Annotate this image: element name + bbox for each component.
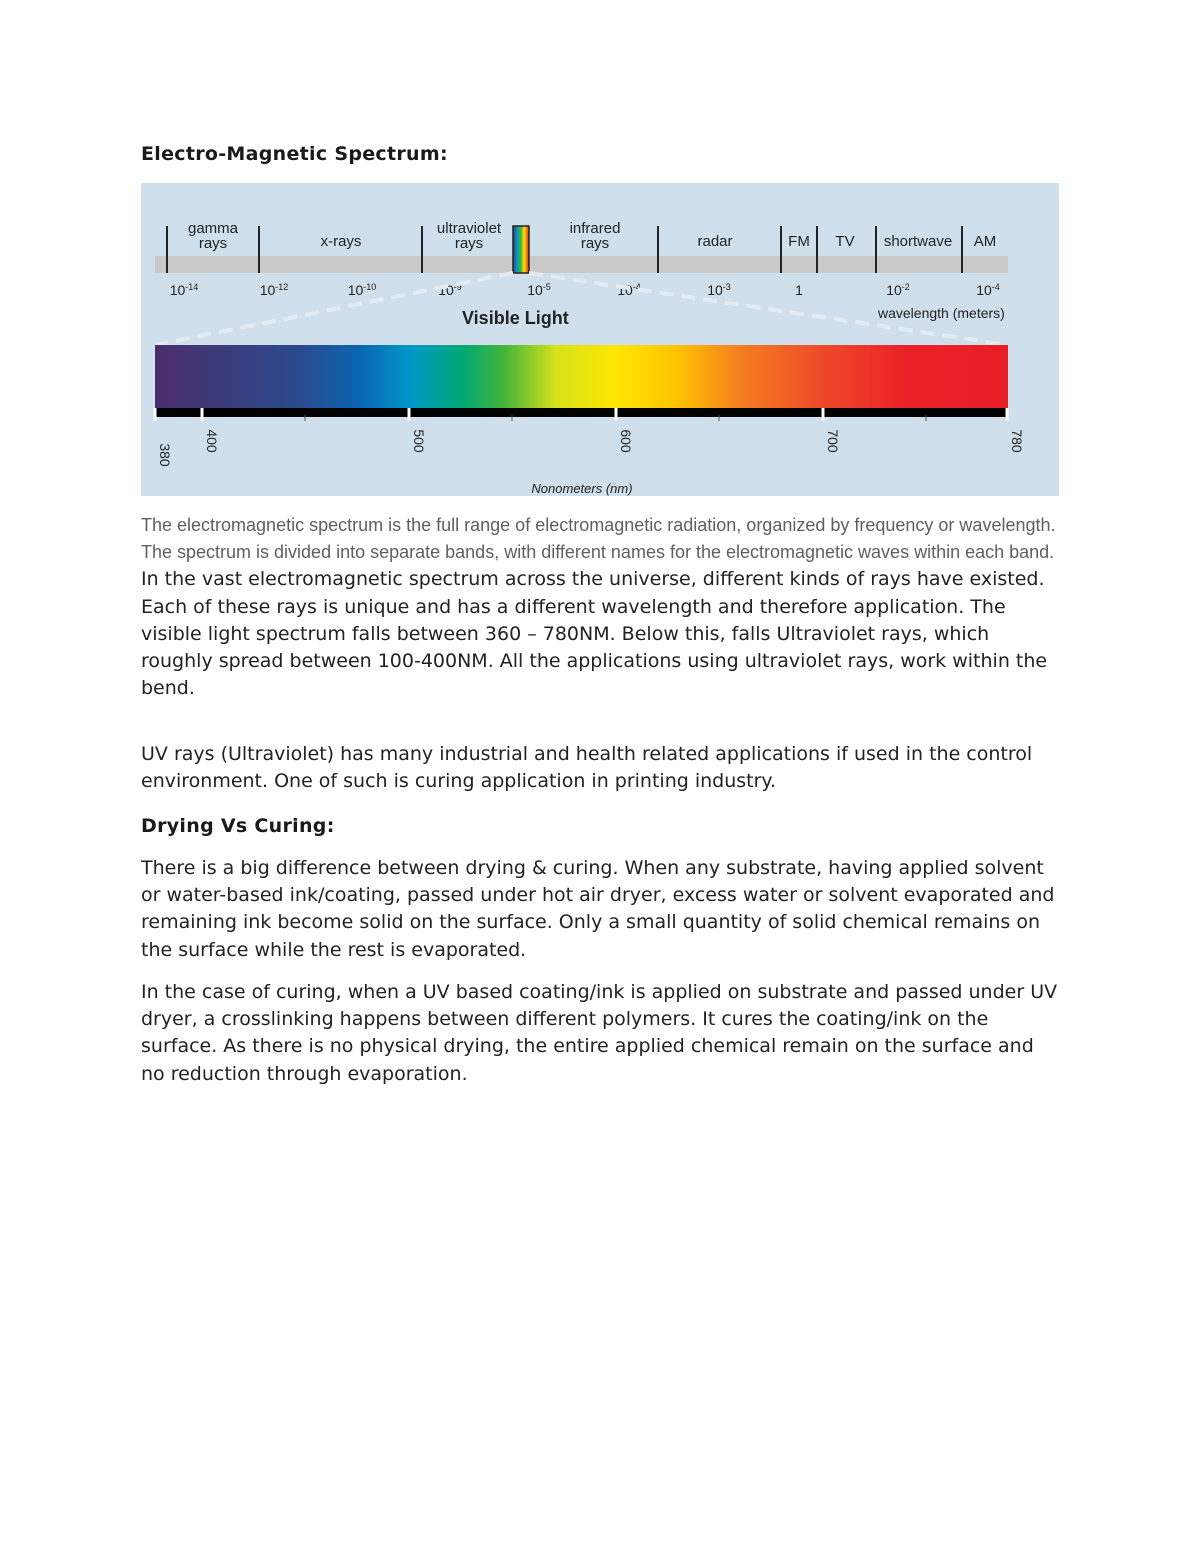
svg-text:10-2: $10^{-2}$: [886, 282, 910, 298]
paragraph-intro-caption: The electromagnetic spectrum is the full range of electromagnetic radiation, organized by frequency or wavelength. The spectrum is divided into separate bands, with different names for the electromagnetic waves within each band.: [141, 515, 1056, 563]
nm-axis-label: Nonometers (nm): [531, 481, 633, 496]
band-label: x-rays: [320, 233, 362, 250]
svg-text:1: 1: [795, 282, 803, 298]
paragraph-uv-applications: UV rays (Ultraviolet) has many industrial and health related applications if used in the control environment. One of such is curing application in printing industry.: [141, 743, 1033, 793]
band-label: ultraviolet rays: [436, 220, 502, 252]
band-label: TV: [835, 233, 855, 250]
svg-text:10-10: $10^{-10}$: [347, 282, 377, 298]
band-label: shortwave: [883, 233, 953, 250]
paragraph-intro-body: In the vast electromagnetic spectrum across the universe, different kinds of rays have existed. Each of these rays is unique and has a different wavelength and therefore application. The visible light spectrum falls between 360 – 780NM. Below this, falls Ultraviolet rays, which roughly spread between 100-400NM. All the applications using ultraviolet rays, work within the bend.: [141, 568, 1048, 700]
svg-text:10-12: $10^{-12}$: [259, 282, 289, 298]
nm-axis-bar: [155, 408, 1008, 417]
mini-visible-spectrum: [513, 226, 529, 273]
band-label: radar: [697, 233, 733, 250]
visible-light-title: Visible Light: [462, 308, 569, 328]
svg-text:10-14: $10^{-14}$: [169, 282, 199, 298]
wavelength-unit-label: wavelength (meters): [878, 305, 1005, 321]
section-heading-drying-vs-curing: Drying Vs Curing:: [141, 815, 335, 837]
svg-text:10-9: $10^{-9}$: [438, 282, 462, 298]
visible-spectrum-bar: [155, 345, 1008, 408]
paragraph-drying: There is a big difference between drying & curing. When any substrate, having applied solvent or water-based ink/coating, passed under hot air dryer, excess water or solvent evaporated and remaining ink become solid on the surface. Only a small quantity of solid chemical remains on the surface while the rest is evaporated.: [141, 857, 1055, 961]
section-heading-spectrum: Electro-Magnetic Spectrum:: [141, 143, 448, 165]
svg-text:10-4: $10^{-4}$: [976, 282, 1000, 298]
projection-line-left: [155, 273, 513, 345]
svg-text:10-5: $10^{-5}$: [527, 282, 551, 298]
wavelength-tick-labels: [170, 282, 1000, 298]
svg-text:380: 380: [157, 443, 173, 467]
svg-text:10-3: $10^{-3}$: [707, 282, 731, 298]
band-scale-bar: [155, 256, 1008, 273]
band-label: infrared rays: [569, 220, 621, 252]
paragraph-curing: In the case of curing, when a UV based coating/ink is applied on substrate and passed under UV dryer, a crosslinking happens between different polymers. It cures the coating/ink on the surface. As there is no physical drying, the entire applied chemical remain on the surface and no reduction through evaporation.: [141, 981, 1058, 1085]
svg-text:780: 780: [1009, 429, 1025, 453]
nm-tick-labels: [157, 429, 1025, 467]
band-label: AM: [973, 233, 997, 250]
svg-text:600: 600: [618, 429, 634, 453]
svg-text:500: 500: [411, 429, 427, 453]
svg-text:700: 700: [825, 429, 841, 453]
svg-text:10-4: $10^{-4}$: [617, 282, 641, 298]
svg-text:400: 400: [204, 429, 220, 453]
band-label: gamma rays: [187, 220, 239, 252]
em-spectrum-figure: [141, 183, 1059, 496]
em-spectrum-diagram: [141, 183, 1059, 496]
paragraph-intro: [141, 512, 1059, 702]
band-label: FM: [788, 233, 810, 250]
